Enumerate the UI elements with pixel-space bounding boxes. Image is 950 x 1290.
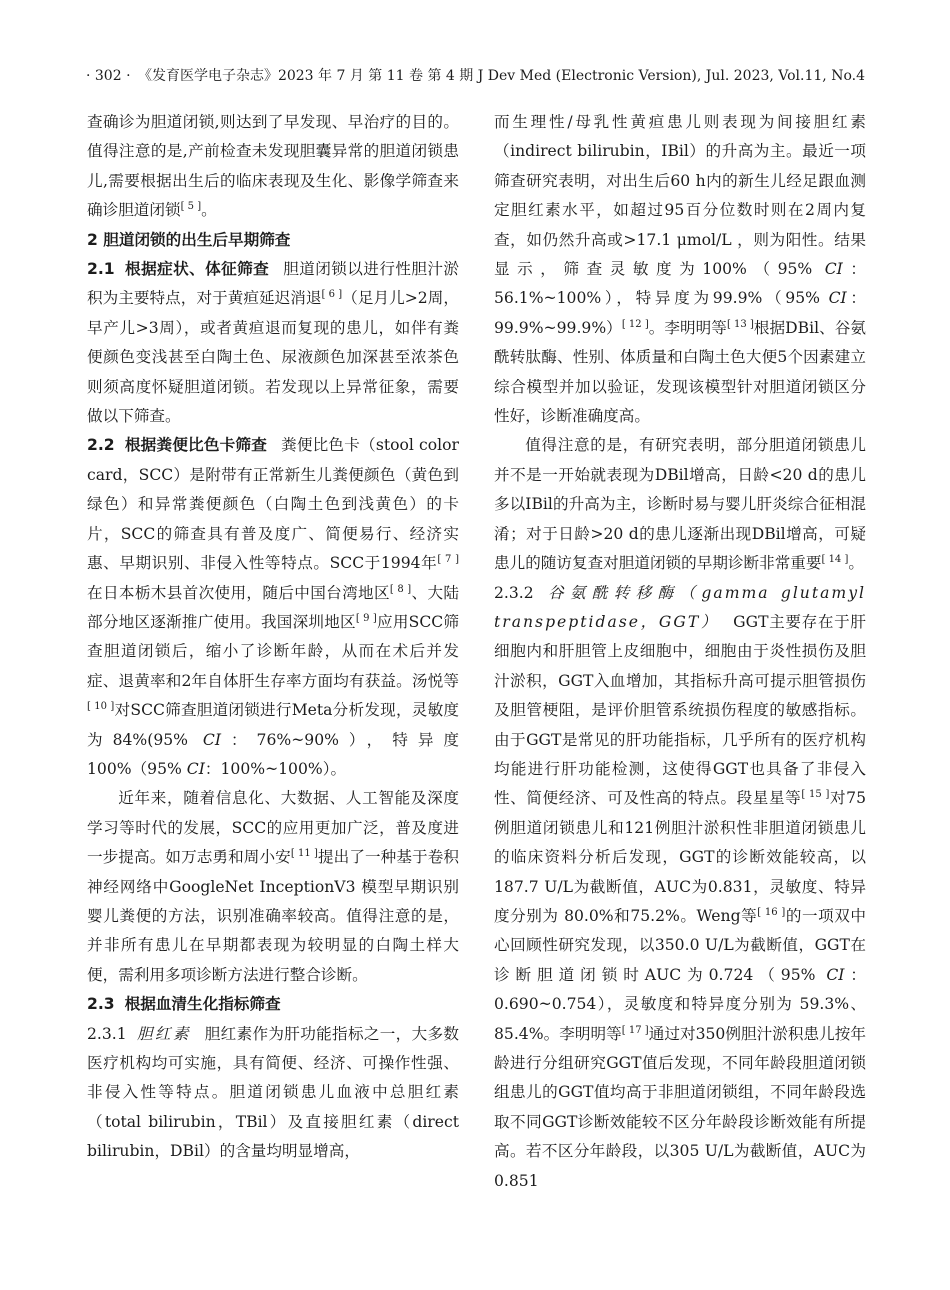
page-number: · 302 · [86,68,131,84]
text-run: 胆红素作为肝功能指标之一，大多数医疗机构均可实施，具有简便、经济、可操作性强、非侵入性等特点。胆道闭锁患儿血液中总胆红素（total bilirubin，TBil）及直接胆红素（direct bilirubin，DBil）的含量均明显增高， [87,1024,459,1161]
citation-10[interactable]: [ 10 ] [87,701,115,713]
text-run: 通过对350例胆汁淤积患儿按年龄进行分组研究GGT值后发现，不同年龄段胆道闭锁组患儿的GGT值均高于非胆道闭锁组，不同年龄段选取不同GGT诊断效能较不区分年龄段诊断效能有所提高。若不区分年龄段，以305 U/L为截断值，AUC为0.851 [494,1024,866,1190]
text-run: 。李明明等 [648,318,727,337]
text-run: 近年来，随着信息化、大数据、人工智能及深度学习等时代的发展，SCC的应用更加广泛，普及度进一步提高。如万志勇和周小安 [87,789,459,867]
citation-17[interactable]: [ 17 ] [621,1024,649,1036]
page-header [86,66,865,86]
citation-11[interactable]: [ 11 ] [290,848,318,860]
citation-9[interactable]: [ 9 ] [355,612,377,624]
section-2-2-heading: 根据粪便比色卡筛查 [124,436,268,455]
text-run: 2.3.2 [494,583,534,602]
text-run: 胆道闭锁以进行性胆汁淤积为主要特点，对于黄疸延迟消退 [87,260,459,308]
citation-13[interactable]: [ 13 ] [726,318,754,330]
text-run: 根据血清生化指标筛查 [124,995,281,1014]
section-2-3-1 [87,1020,459,1167]
journal-citation: 《发育医学电子杂志》2023 年 7 月 第 11 卷 第 4 期 J Dev Med (Electronic Version), Jul. 2023, Vol.11, No.4 [137,68,865,84]
text-run: 查确诊为胆道闭锁,则达到了早发现、早治疗的目的。值得注意的是,产前检查未发现胆囊异常的胆道闭锁患儿,需要根据出生后的临床表现及生化、影像学筛查来确诊胆道闭锁 [87,113,459,220]
text-run: 提出了一种基于卷积神经网络中GoogleNet InceptionV3 模型早期识别婴儿粪便的方法，识别准确率较高。值得注意的是，并非所有患儿在早期都表现为较明显的白陶土样大便，需利用多项诊断方法进行整合诊断。 [87,848,459,984]
section-2-1 [87,255,459,431]
text-run: GGT主要存在于肝细胞内和肝胆管上皮细胞中，细胞由于炎性损伤及胆汁淤积，GGT入血增加，其指标升高可提示胆管损伤及胆管梗阻，是评价胆管系统损伤程度的敏感指标。由于GGT是常见的肝功能指标，几乎所有的医疗机构均能进行肝功能检测，这使得GGT也具备了非侵入性、简便经济、可及性高的特点。段星星等 [494,612,866,808]
text-run: ：100%~100%）。 [204,759,347,778]
text-run: CI [828,289,847,308]
citation-6[interactable]: [ 6 ] [321,289,343,301]
section-2-heading: 2 胆道闭锁的出生后早期筛查 [87,230,291,249]
text-run: ：0.690~0.754），灵敏度和特异度分别为 59.3%、85.4%。李明明等 [494,965,866,1043]
section-2-3-2 [494,579,866,1197]
text-run: ：99.9%~99.9%） [494,289,866,337]
text-run: 对75例胆道闭锁患儿和121例胆汁淤积性非胆道闭锁患儿的临床资料分析后发现，GGT的诊断效能较高，以187.7 U/L为截断值，AUC为0.831，灵敏度、特异度分别为 80.0%和75.2%。Weng等 [494,789,867,925]
text-run: 对SCC筛查胆道闭锁进行Meta分析发现，灵敏度为84%(95% [87,701,459,749]
section-2-1-heading: 根据症状、体征筛查 [124,260,270,279]
text-run: 值得注意的是，有研究表明，部分胆道闭锁患儿并不是一开始就表现为DBil增高，日龄<20 d的患儿多以IBil的升高为主，诊断时易与婴儿肝炎综合征相混淆；对于日龄>20 d的患儿逐渐出现DBil增高，可疑患儿的随访复查对胆道闭锁的早期诊断非常重要 [494,436,866,573]
paragraph-dbil-note [494,431,866,578]
text-run: 2.2 [87,436,115,455]
text-run: ：76%~90%），特异度100%（95% [87,730,459,778]
text-run: 2.3.1 [87,1024,127,1043]
text-run: CI [186,759,205,778]
text-run: 在日本栃木县首次使用，随后中国台湾地区 [87,583,390,602]
citation-16[interactable]: [ 16 ] [757,906,786,918]
text-run: CI [202,730,221,749]
citation-15[interactable]: [ 15 ] [801,789,830,801]
section-2-3-heading [87,990,459,1019]
paragraph-bilirubin-screening [494,108,866,431]
text-run: CI [826,965,845,984]
text-run: 。 [848,554,864,573]
text-run: 、大陆部分地区逐渐推广使用。我国深圳地区 [87,583,459,631]
section-2-2 [87,431,459,784]
section-2-3-1-heading: 胆红素 [136,1024,191,1043]
text-run: 粪便比色卡（stool color card，SCC）是附带有正常新生儿粪便颜色（黄色到绿色）和异常粪便颜色（白陶土色到浅黄色）的卡片，SCC的筛查具有普及度广、简便易行、经济实惠、早期识别、非侵入性等特点。SCC于1994年 [87,436,459,573]
text-run: 2.1 [87,260,115,279]
text-run: （足月儿>2周，早产儿>3周），或者黄疸退而复现的患儿，如伴有粪便颜色变浅甚至白陶土色、尿液颜色加深甚至浓茶色则须高度怀疑胆道闭锁。若发现以上异常征象，需要做以下筛查。 [87,289,459,426]
left-column [87,108,459,1167]
text-run: ：56.1%~100%），特异度为99.9%（95% [494,260,866,308]
text-run: 2.3 [87,995,115,1014]
citation-7[interactable]: [ 7 ] [437,554,459,566]
citation-5[interactable]: [ 5 ] [180,201,202,213]
text-run: 根据DBil、谷氨酰转肽酶、性别、体质量和白陶土色大便5个因素建立综合模型并加以验证，发现该模型针对胆道闭锁区分性好，诊断准确度高。 [494,318,866,426]
text-run: 的一项双中心回顾性研究发现，以350.0 U/L为截断值，GGT在诊断胆道闭锁时AUC为0.724（95% [494,906,866,984]
citation-8[interactable]: [ 8 ] [389,583,412,595]
paragraph-ai-scc [87,784,459,990]
section-2-3-2-heading: 谷氨酰转移酶（gamma glutamyl transpeptidase，GGT） [494,583,866,631]
text-run: 而生理性/母乳性黄疸患儿则表现为间接胆红素（indirect bilirubin，IBil）的升高为主。最近一项筛查研究表明，对出生后60 h内的新生儿经足跟血测定胆红素水平，如超过95百分位数时则在2周内复查，如仍然升高或>17.1 μmol/L ，则为阳性。结果显示，筛查灵敏度为100%（95% [494,113,866,279]
right-column [494,108,866,1196]
text-run: CI [824,260,843,279]
text-run: 应用SCC筛查胆道闭锁后，缩小了诊断年龄，从而在术后并发症、退黄率和2年自体肝生存率方面均有获益。汤悦等 [87,612,459,690]
text-run: 。 [201,201,217,220]
citation-12[interactable]: [ 12 ] [621,318,649,330]
citation-14[interactable]: [ 14 ] [821,554,849,566]
paragraph-prenatal-conclusion [87,108,459,226]
